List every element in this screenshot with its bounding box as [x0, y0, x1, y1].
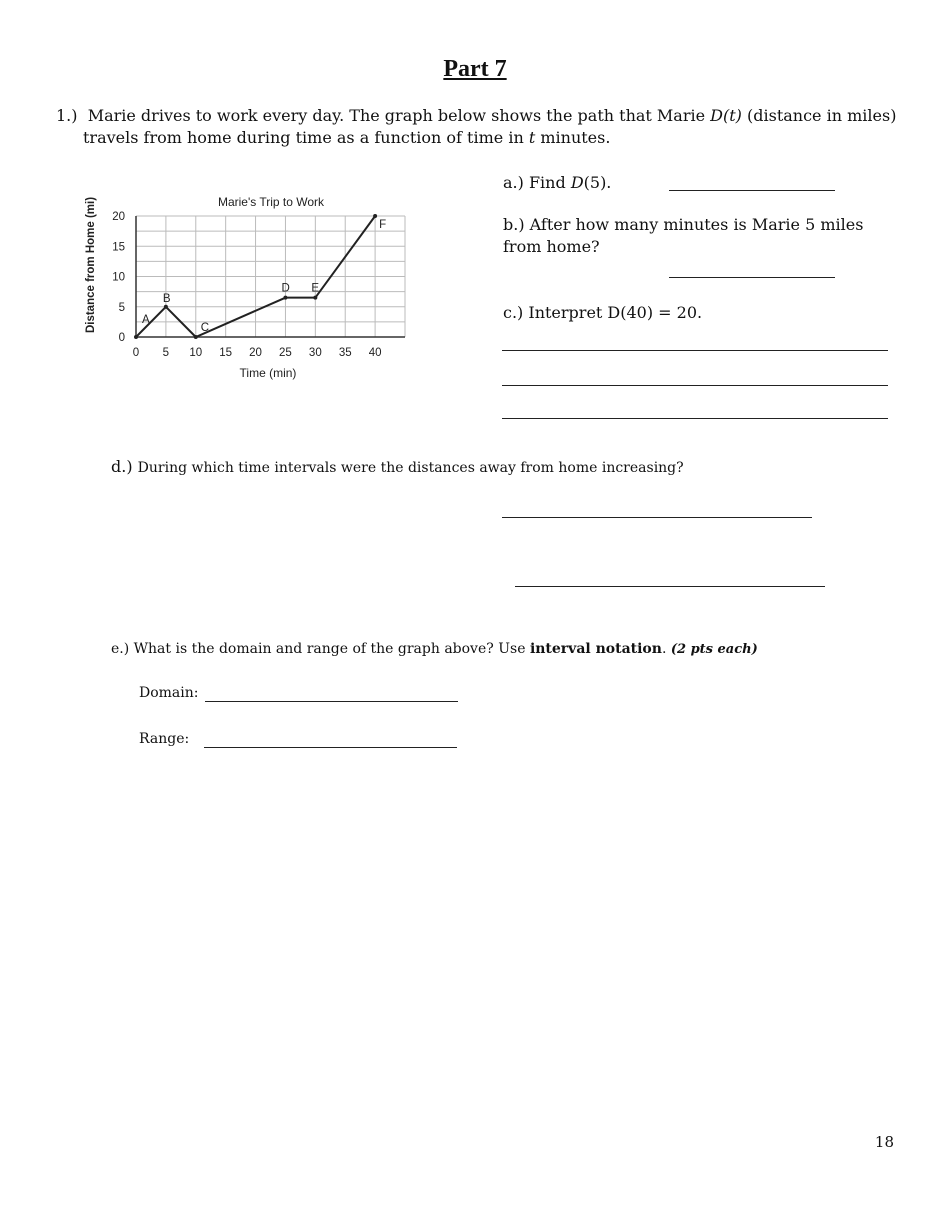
chart-title: Marie's Trip to Work: [217, 195, 325, 209]
part-b-answer-blank[interactable]: [669, 277, 835, 278]
y-tick-label: 0: [118, 332, 125, 344]
y-tick-label: 10: [112, 271, 125, 284]
part-b-question: [503, 214, 903, 258]
prompt-line1-pre: Marie drives to work every day. The graph below shows the path that Marie: [87, 106, 711, 125]
x-tick-label: 35: [338, 347, 352, 359]
part-d-text: During which time intervals were the distances away from home increasing?: [137, 460, 684, 476]
part-b-line2: from home?: [503, 237, 600, 256]
x-tick-label: 25: [279, 347, 292, 359]
x-tick-label: 0: [132, 347, 140, 359]
data-point: [194, 335, 198, 339]
chart-y-axis-label: Distance from Home (mi): [85, 196, 97, 334]
part-c-answer-blank-2[interactable]: [502, 385, 888, 386]
part-b-line1: b.) After how many minutes is Marie 5 miles: [503, 215, 864, 234]
data-point: [164, 305, 168, 309]
point-label: A: [142, 314, 150, 326]
prompt-line2-pre: travels from home during time as a function of time in: [83, 128, 529, 147]
y-tick-label: 20: [112, 211, 125, 223]
part-d-answer-blank-1[interactable]: [502, 517, 812, 518]
part-e-question: [111, 639, 758, 660]
data-point: [373, 214, 377, 218]
range-answer-blank[interactable]: [204, 747, 457, 748]
point-label: B: [162, 292, 171, 305]
part-a-question: [503, 172, 611, 194]
page-title: Part 7: [443, 56, 507, 82]
point-label: E: [311, 282, 320, 295]
question-number: 1.): [56, 106, 78, 125]
domain-answer-blank[interactable]: [205, 701, 458, 702]
data-point: [313, 296, 317, 300]
distance-time-chart: [78, 185, 418, 385]
point-label: D: [281, 282, 290, 295]
x-tick-label: 15: [219, 347, 233, 359]
y-tick-label: 15: [112, 241, 125, 254]
part-a-prefix: a.) Find: [503, 173, 571, 192]
part-e-period: .: [661, 641, 667, 657]
prompt-line2-post: minutes.: [535, 128, 611, 147]
question-1-prompt: [56, 105, 916, 149]
point-label: C: [200, 322, 210, 334]
y-tick-label: 5: [118, 301, 125, 314]
part-c-answer-blank-3[interactable]: [502, 418, 888, 419]
part-c-answer-blank-1[interactable]: [502, 350, 888, 351]
x-tick-label: 30: [308, 347, 322, 359]
point-label: F: [379, 219, 387, 231]
prompt-variable: t: [528, 128, 536, 147]
data-point: [134, 335, 138, 339]
part-a-function: D: [570, 173, 584, 192]
domain-label: Domain:: [139, 685, 199, 701]
x-tick-label: 10: [189, 347, 203, 359]
chart-grid: [136, 216, 405, 337]
part-d-answer-blank-2[interactable]: [515, 586, 825, 587]
part-e-bold: interval notation: [529, 641, 662, 657]
x-tick-label: 20: [249, 347, 262, 359]
part-a-answer-blank[interactable]: [669, 190, 835, 191]
chart-x-axis-label: Time (min): [239, 366, 297, 380]
part-e-text: e.) What is the domain and range of the graph above? Use: [111, 641, 530, 657]
part-e-points: (2 pts each): [670, 642, 758, 657]
prompt-function: D(t): [710, 106, 742, 125]
range-label: Range:: [139, 731, 190, 747]
prompt-line1-post: (distance in miles): [741, 106, 897, 125]
part-c-question: c.) Interpret D(40) = 20.: [503, 303, 703, 322]
x-tick-label: 5: [162, 347, 170, 359]
part-d-label: d.): [111, 457, 133, 476]
part-d-question: [111, 456, 684, 478]
x-tick-label: 40: [368, 347, 382, 359]
page-number: 18: [874, 1133, 894, 1151]
data-point: [283, 296, 287, 300]
part-a-suffix: (5).: [583, 173, 612, 192]
